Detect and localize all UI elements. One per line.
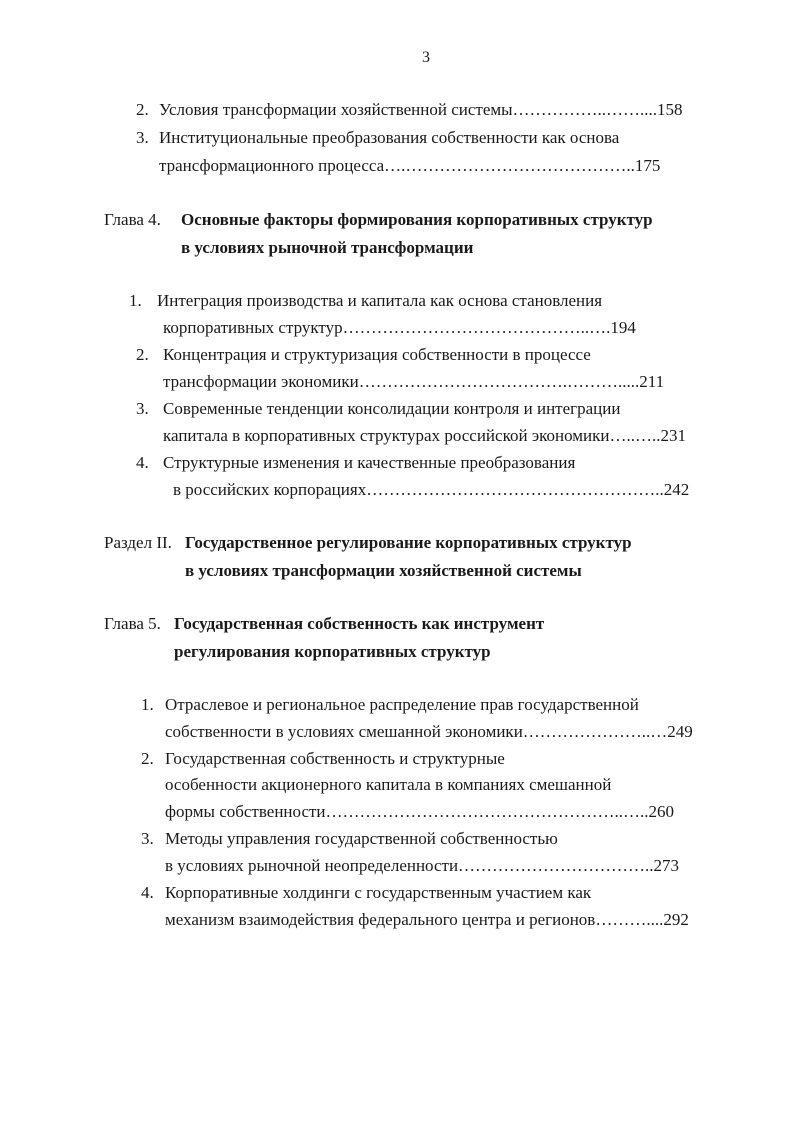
item-number: 3. — [141, 829, 154, 848]
item-text-line: трансформационного процесса….…………………………………..175 — [159, 156, 661, 175]
chapter-title-line: в условиях рыночной трансформации — [181, 238, 474, 257]
chapter-prefix: Глава 5. — [104, 614, 161, 633]
item-text-line: трансформации экономики……………………………….……….....211 — [163, 372, 665, 391]
item-text-line: Концентрация и структуризация собственности в процессе — [163, 345, 591, 364]
item-number: 2. — [141, 749, 154, 768]
item-number: 2. — [136, 100, 149, 119]
section-title-line: в условиях трансформации хозяйственной системы — [185, 561, 582, 580]
section-title-line: Государственное регулирование корпоративных структур — [185, 533, 632, 552]
chapter-title-line: Основные факторы формирования корпоративных структур — [181, 210, 653, 229]
page-number: 3 — [422, 49, 430, 66]
item-text-line: в российских корпорациях……………………………………………..242 — [173, 480, 690, 499]
chapter-prefix: Глава 4. — [104, 210, 161, 229]
item-number: 4. — [141, 883, 154, 902]
item-number: 1. — [141, 695, 154, 714]
item-number: 4. — [136, 453, 149, 472]
item-text-line: Государственная собственность и структурные — [165, 749, 505, 768]
item-text-line: капитала в корпоративных структурах российской экономики…..…..231 — [163, 426, 686, 445]
item-text-line: механизм взаимодействия федерального центра и регионов………....292 — [165, 910, 689, 929]
item-text-line: Условия трансформации хозяйственной системы……………..……....158 — [159, 100, 683, 119]
chapter-title-line: регулирования корпоративных структур — [174, 642, 491, 661]
item-text-line: Методы управления государственной собственностью — [165, 829, 558, 848]
item-number: 2. — [136, 345, 149, 364]
item-text-line: Институциональные преобразования собственности как основа — [159, 128, 620, 147]
item-text-line: в условиях рыночной неопределенности……………………………..273 — [165, 856, 680, 875]
item-text-line: корпоративных структур……………………………………..….194 — [163, 318, 636, 337]
item-number: 3. — [136, 399, 149, 418]
chapter-title-line: Государственная собственность как инструмент — [174, 614, 545, 633]
item-text-line: Современные тенденции консолидации контроля и интеграции — [163, 399, 621, 418]
item-text-line: Отраслевое и региональное распределение прав государственной — [165, 695, 639, 714]
item-text-line: формы собственности……………………………………………..…..260 — [165, 802, 675, 821]
item-number: 3. — [136, 128, 149, 147]
item-number: 1. — [129, 291, 142, 310]
section-prefix: Раздел II. — [104, 533, 172, 552]
item-text-line: особенности акционерного капитала в компаниях смешанной — [165, 775, 612, 794]
item-text-line: Структурные изменения и качественные преобразования — [163, 453, 576, 472]
item-text-line: Интеграция производства и капитала как основа становления — [157, 291, 603, 310]
item-text-line: Корпоративные холдинги с государственным участием как — [165, 883, 592, 902]
item-text-line: собственности в условиях смешанной экономики…………………..…249 — [165, 722, 693, 741]
